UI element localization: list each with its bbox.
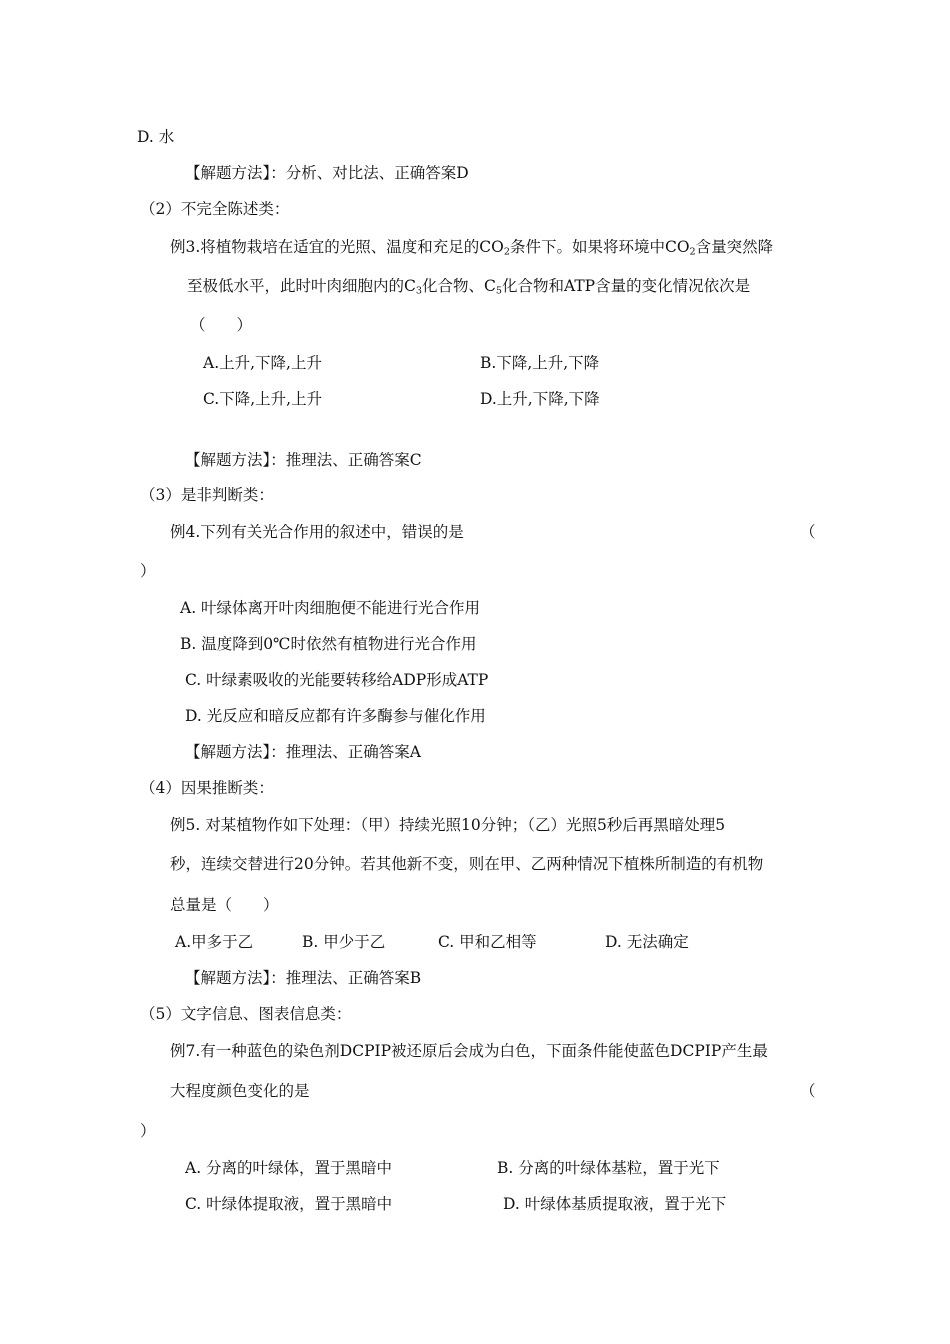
example-7-option-b: B. 分离的叶绿体基粒，置于光下 [497, 1159, 720, 1177]
solution-method-4: 【解题方法】：推理法、正确答案B [185, 969, 422, 987]
solution-method-1: 【解题方法】：分析、对比法、正确答案D [185, 164, 469, 182]
open-paren: （ [800, 1082, 816, 1100]
example-3-option-d: D.上升,下降,下降 [480, 390, 600, 408]
example-7-question-line-1: 例7.有一种蓝色的染色剂DCPIP被还原后会成为白色，下面条件能使蓝色DCPIP产生最 [170, 1042, 768, 1060]
example-7-option-a: A. 分离的叶绿体，置于黑暗中 [185, 1159, 393, 1177]
example-3-question-line-2: 至极低水平，此时叶肉细胞内的$C_3$化合物、$C_5$化合物和ATP含量的变化情况依次是 [187, 277, 751, 297]
example-3-question-line-1: 例3.将植物栽培在适宜的光照、温度和充足的$CO_2$条件下。如果将环境中$CO_2$含量突然降 [170, 238, 774, 258]
example-3-option-c: C.下降,上升,上升 [203, 390, 323, 408]
option-d-water: D. 水 [137, 128, 175, 146]
solution-method-3: 【解题方法】：推理法、正确答案A [185, 743, 421, 761]
example-4-question: 例4.下列有关光合作用的叙述中，错误的是 [170, 523, 464, 541]
example-7-question-line-2: 大程度颜色变化的是 [170, 1082, 310, 1100]
example-7-option-c: C. 叶绿体提取液，置于黑暗中 [185, 1195, 393, 1213]
example-5-option-a: A.甲多于乙 [175, 933, 254, 951]
example-5-question-line-3: 总量是（ ） [170, 896, 279, 914]
section-heading-2: （2）不完全陈述类： [140, 200, 290, 218]
example-5-option-b: B. 甲少于乙 [302, 933, 386, 951]
close-paren: ） [140, 1122, 156, 1140]
section-heading-5: （5）文字信息、图表信息类： [140, 1005, 352, 1023]
example-4-option-b: B. 温度降到0℃时依然有植物进行光合作用 [180, 635, 477, 653]
example-4-option-c: C. 叶绿素吸收的光能要转移给ADP形成ATP [185, 671, 489, 689]
example-5-option-c: C. 甲和乙相等 [438, 933, 537, 951]
example-4-option-d: D. 光反应和暗反应都有许多酶参与催化作用 [185, 707, 486, 725]
section-heading-4: （4）因果推断类： [140, 779, 274, 797]
example-3-option-a: A.上升,下降,上升 [203, 354, 322, 372]
close-paren: ） [140, 562, 156, 580]
open-paren: （ [800, 523, 816, 541]
example-5-question-line-1: 例5. 对某植物作如下处理：（甲）持续光照10分钟；（乙）光照5秒后再黑暗处理5 [170, 816, 726, 834]
example-4-option-a: A. 叶绿体离开叶肉细胞便不能进行光合作用 [180, 599, 481, 617]
example-5-question-line-2: 秒，连续交替进行20分钟。若其他新不变，则在甲、乙两种情况下植株所制造的有机物 [170, 855, 764, 873]
answer-blank: （ ） [190, 316, 253, 334]
example-7-option-d: D. 叶绿体基质提取液，置于光下 [503, 1195, 727, 1213]
section-heading-3: （3）是非判断类： [140, 486, 274, 504]
example-5-option-d: D. 无法确定 [605, 933, 689, 951]
solution-method-2: 【解题方法】：推理法、正确答案C [185, 451, 422, 469]
example-3-option-b: B.下降,上升,下降 [480, 354, 600, 372]
